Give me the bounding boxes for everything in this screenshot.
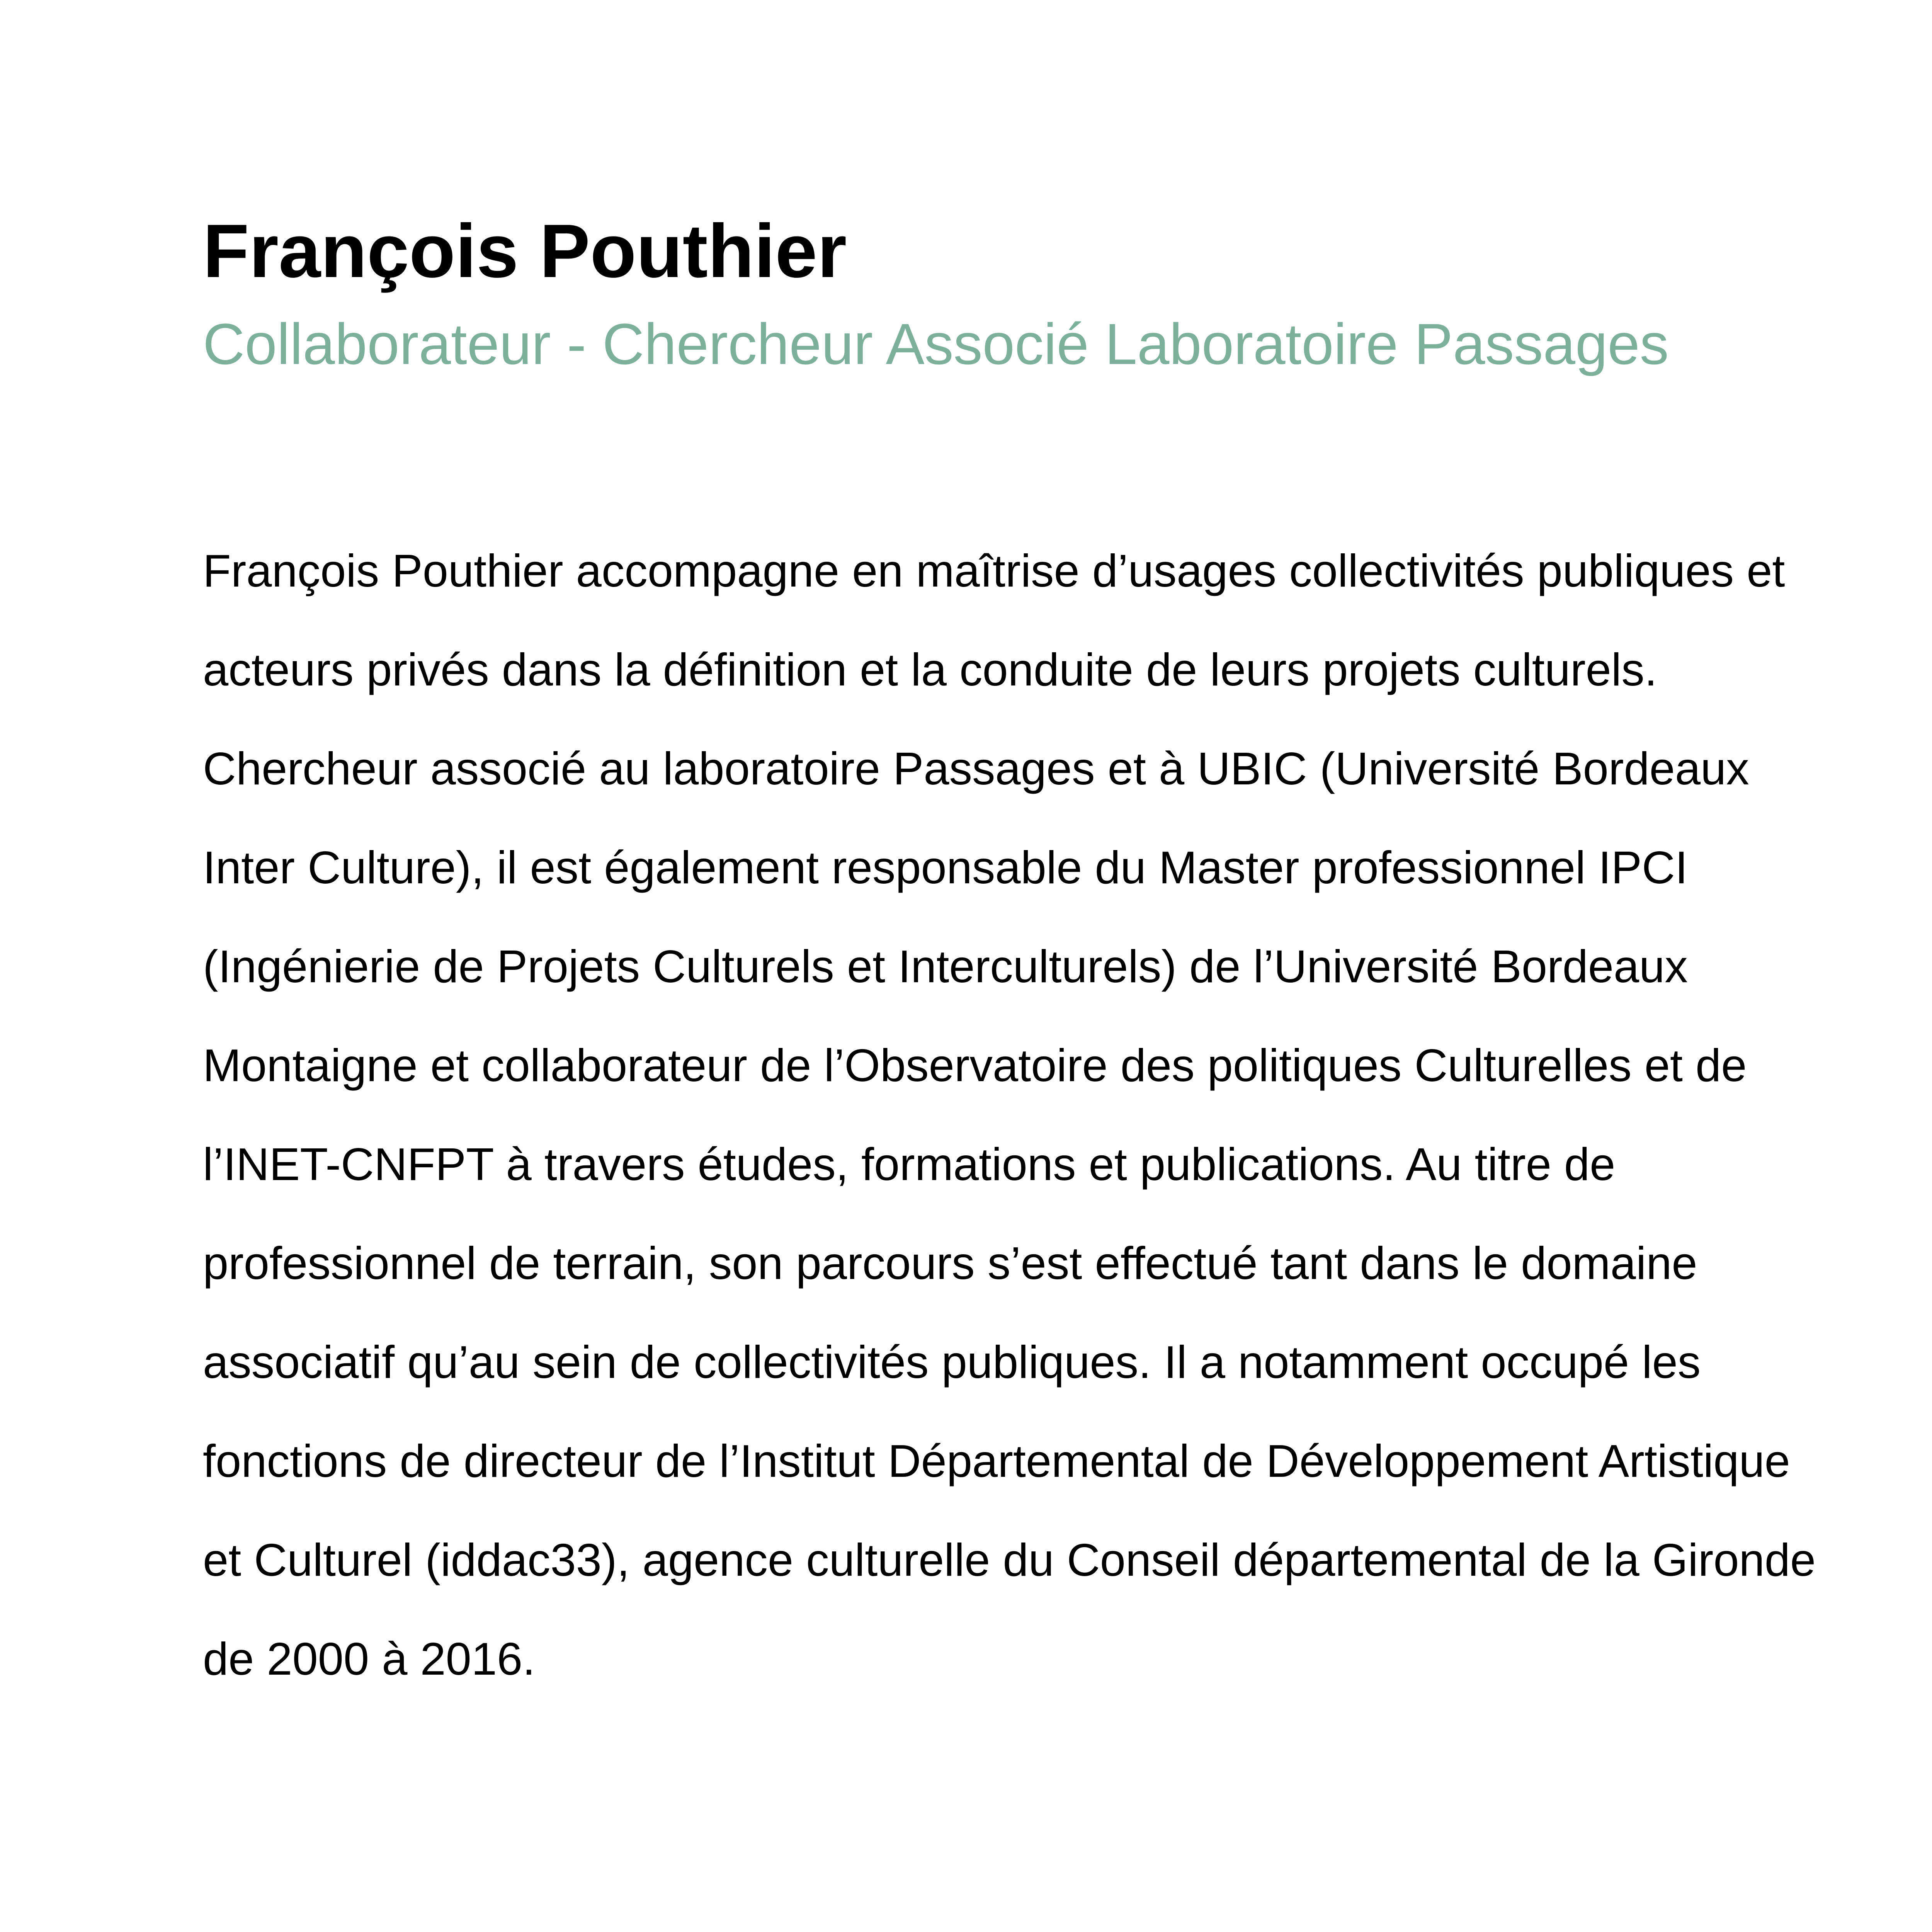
bio-line: acteurs privés dans la définition et la conduite de leurs projets culturels.: [203, 644, 1657, 696]
bio-line: François Pouthier accompagne en maîtrise d’usages collectivités publiques et: [203, 545, 1785, 597]
person-name: François Pouthier: [203, 209, 847, 293]
profile-content: [203, 201, 1864, 1709]
bio-line: associatif qu’au sein de collectivités publiques. Il a notamment occupé les: [203, 1337, 1701, 1388]
bio-line: l’INET-CNFPT à travers études, formations et publications. Au titre de: [203, 1139, 1616, 1190]
bio-line: fonctions de directeur de l’Institut Départemental de Développement Artistique: [203, 1435, 1790, 1487]
bio-line: (Ingénierie de Projets Culturels et Interculturels) de l’Université Bordeaux: [203, 941, 1688, 992]
person-role: Collaborateur - Chercheur Associé Laboratoire Passages: [203, 311, 1669, 376]
bio-line: professionnel de terrain, son parcours s’est effectué tant dans le domaine: [203, 1238, 1697, 1289]
bio-line: et Culturel (iddac33), agence culturelle du Conseil départemental de la Gironde: [203, 1534, 1816, 1586]
bio-line: Chercheur associé au laboratoire Passages et à UBIC (Université Bordeaux: [203, 743, 1749, 794]
biography: [203, 522, 1864, 1709]
bio-line: Montaigne et collaborateur de l’Observatoire des politiques Culturelles et de: [203, 1040, 1747, 1091]
bio-line: de 2000 à 2016.: [203, 1633, 536, 1685]
bio-line: Inter Culture), il est également responsable du Master professionnel IPCI: [203, 842, 1688, 893]
